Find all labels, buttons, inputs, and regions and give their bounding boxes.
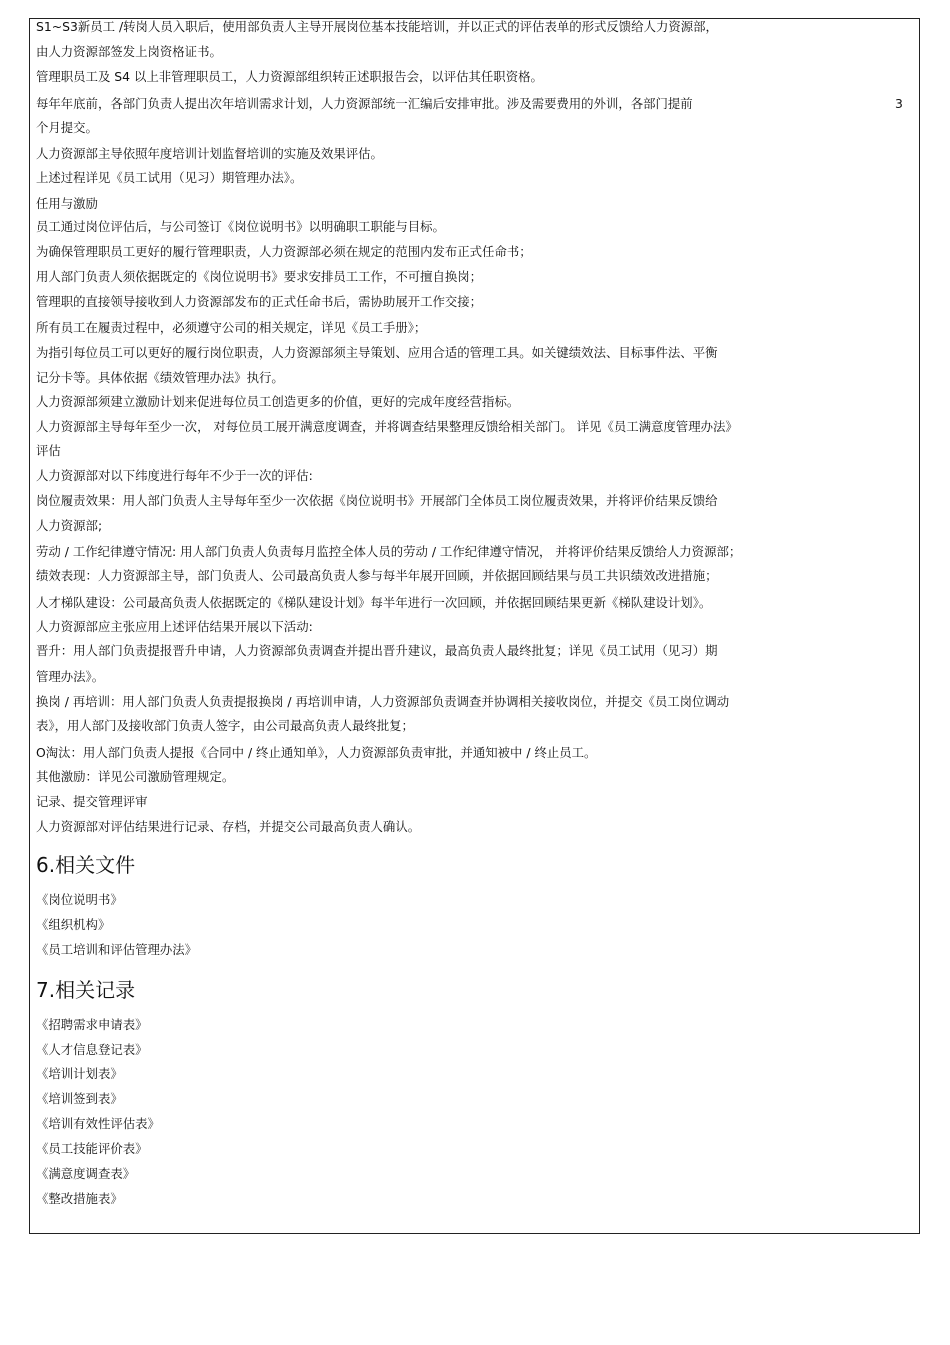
trailing-number: 3 (895, 96, 903, 111)
paragraph-line: 每年年底前，各部门负责人提出次年培训需求计划，人力资源部统一汇编后安排审批。涉及需要费用的外训，各部门提前 (36, 96, 693, 111)
paragraph-line: 绩效表现：人力资源部主导，部门负责人、公司最高负责人参与每半年展开回顾，并依据回顾结果与员工共识绩效改进措施； (36, 568, 718, 583)
paragraph-line: 评估 (36, 443, 61, 458)
paragraph-line: 其他激励：详见公司激励管理规定。 (36, 769, 235, 784)
paragraph-line: 记录、提交管理评审 (36, 794, 148, 809)
paragraph-line: 人力资源部主导依照年度培训计划监督培训的实施及效果评估。 (36, 146, 383, 161)
paragraph-line: 岗位履责效果：用人部门负责人主导每年至少一次依据《岗位说明书》开展部门全体员工岗位履责效果，并将评价结果反馈给 (36, 493, 718, 508)
paragraph-line: 人力资源部应主张应用上述评估结果开展以下活动: (36, 619, 313, 634)
paragraph-line: O淘汰：用人部门负责人提报《合同中 / 终止通知单》，人力资源部负责审批，并通知被中 / 终止员工。 (36, 745, 597, 760)
related-document-item: 《岗位说明书》 (36, 892, 123, 907)
related-record-item: 《人才信息登记表》 (36, 1042, 148, 1057)
paragraph-line: 由人力资源部签发上岗资格证书。 (36, 44, 222, 59)
paragraph-line: 员工通过岗位评估后，与公司签订《岗位说明书》以明确职工职能与目标。 (36, 219, 445, 234)
paragraph-line: 用人部门负责人须依据既定的《岗位说明书》要求安排员工工作，不可擅自换岗； (36, 269, 483, 284)
paragraph-line: 人力资源部对评估结果进行记录、存档，并提交公司最高负责人确认。 (36, 819, 421, 834)
paragraph-line: S1~S3新员工 /转岗人员入职后，使用部负责人主导开展岗位基本技能培训，并以正式的评估表单的形式反馈给人力资源部， (36, 19, 718, 34)
paragraph-line: 表》，用人部门及接收部门负责人签字，由公司最高负责人最终批复； (36, 718, 414, 733)
paragraph-line: 人力资源部须建立激励计划来促进每位员工创造更多的价值，更好的完成年度经营指标。 (36, 394, 520, 409)
paragraph-line: 管理职员工及 S4 以上非管理职员工，人力资源部组织转正述职报告会，以评估其任职资格。 (36, 69, 543, 84)
paragraph-line: 人力资源部; (36, 518, 103, 533)
related-document-item: 《员工培训和评估管理办法》 (36, 942, 198, 957)
related-record-item: 《培训计划表》 (36, 1066, 123, 1081)
paragraph-line: 人力资源部对以下纬度进行每年不少于一次的评估: (36, 468, 313, 483)
paragraph-line: 管理职的直接领导接收到人力资源部发布的正式任命书后，需协助展开工作交接； (36, 294, 483, 309)
related-record-item: 《招聘需求申请表》 (36, 1017, 148, 1032)
paragraph-line: 为指引每位员工可以更好的履行岗位职责，人力资源部须主导策划、应用合适的管理工具。如关键绩效法、目标事件法、平衡 (36, 345, 718, 360)
related-document-item: 《组织机构》 (36, 917, 111, 932)
paragraph-line: 人才梯队建设：公司最高负责人依据既定的《梯队建设计划》每半年进行一次回顾，并依据回顾结果更新《梯队建设计划》。 (36, 595, 712, 610)
section-7-heading: 7.相关记录 (36, 978, 136, 1002)
related-record-item: 《满意度调查表》 (36, 1166, 136, 1181)
related-record-item: 《员工技能评价表》 (36, 1141, 148, 1156)
paragraph-line: 管理办法》。 (36, 669, 105, 684)
paragraph-line: 换岗 / 再培训：用人部门负责人负责提报换岗 / 再培训申请，人力资源部负责调查并协调相关接收岗位，并提交《员工岗位调动 (36, 694, 730, 709)
paragraph-line: 任用与激励 (36, 196, 98, 211)
paragraph-line: 为确保管理职员工更好的履行管理职责，人力资源部必须在规定的范围内发布正式任命书； (36, 244, 532, 259)
paragraph-line: 人力资源部主导每年至少一次， 对每位员工展开满意度调查，并将调查结果整理反馈给相关部门。 详见《员工满意度管理办法》 (36, 419, 738, 434)
paragraph-line: 所有员工在履责过程中，必须遵守公司的相关规定，详见《员工手册》； (36, 320, 427, 335)
related-record-item: 《培训有效性评估表》 (36, 1116, 160, 1131)
section-6-heading: 6.相关文件 (36, 853, 136, 877)
paragraph-line: 记分卡等。具体依据《绩效管理办法》执行。 (36, 370, 284, 385)
related-record-item: 《整改措施表》 (36, 1191, 123, 1206)
paragraph-line: 上述过程详见《员工试用（见习）期管理办法》。 (36, 170, 303, 185)
paragraph-line: 晋升：用人部门负责提报晋升申请，人力资源部负责调查并提出晋升建议，最高负责人最终批复；详见《员工试用（见习）期 (36, 643, 718, 658)
related-record-item: 《培训签到表》 (36, 1091, 123, 1106)
paragraph-line: 个月提交。 (36, 120, 98, 135)
paragraph-line: 劳动 / 工作纪律遵守情况: 用人部门负责人负责每月监控全体人员的劳动 / 工作纪律遵守情况， 并将评价结果反馈给人力资源部； (36, 544, 742, 559)
